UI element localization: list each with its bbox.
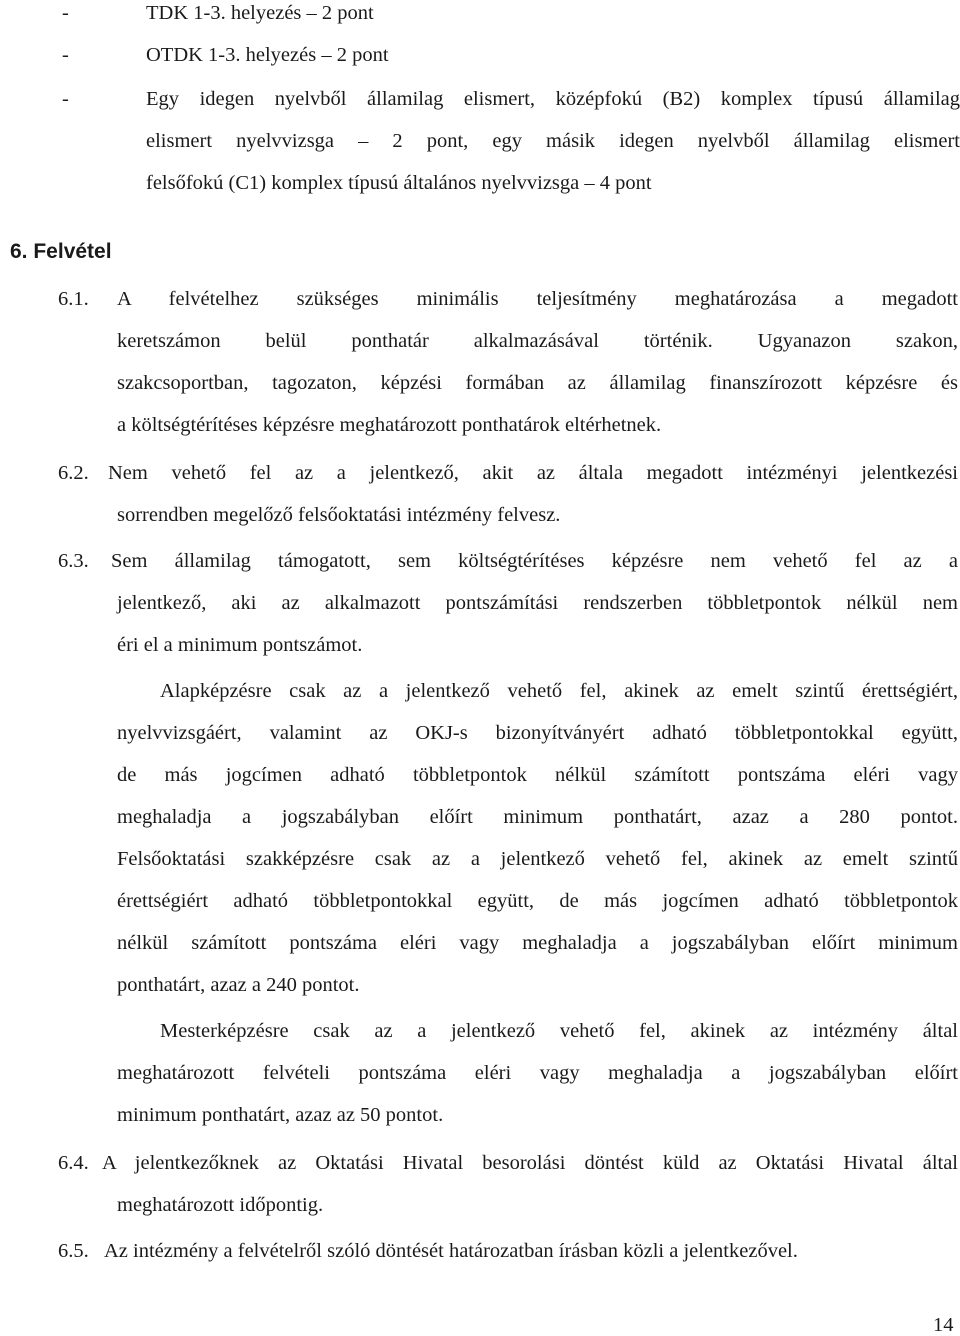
paragraph-6-2-line-1: Nem vehető fel az a jelentkező, akit az általa megadott intézményi jelentkezési (108, 462, 958, 484)
paragraph-6-5-line-1: Az intézmény a felvételről szóló döntését határozatban írásban közli a jelentkezővel. (104, 1240, 798, 1262)
list-item-tdk: TDK 1-3. helyezés – 2 pont (146, 2, 374, 24)
paragraph-number-6-4: 6.4. (58, 1152, 89, 1174)
paragraph-number-6-2: 6.2. (58, 462, 89, 484)
list-item-language-line-2: elismert nyelvvizsga – 2 pont, egy másik idegen nyelvből államilag elismert (146, 130, 960, 152)
paragraph-6-4-line-1: A jelentkezőknek az Oktatási Hivatal besorolási döntést küld az Oktatási Hivatal által (102, 1152, 958, 1174)
paragraph-alap-line-7: nélkül számított pontszáma eléri vagy meghaladja a jogszabályban előírt minimum (117, 932, 958, 954)
paragraph-6-1-line-3: szakcsoportban, tagozaton, képzési formában az államilag finanszírozott képzésre és (117, 372, 958, 394)
list-bullet-1: - (62, 2, 69, 24)
paragraph-alap-line-4: meghaladja a jogszabályban előírt minimum ponthatárt, azaz a 280 pontot. (117, 806, 958, 828)
paragraph-alap-line-3: de más jogcímen adható többletpontok nélkül számított pontszáma eléri vagy (117, 764, 958, 786)
paragraph-alap-line-5: Felsőoktatási szakképzésre csak az a jelentkező vehető fel, akinek az emelt szintű (117, 848, 958, 870)
paragraph-6-4-line-2: meghatározott időpontig. (117, 1194, 324, 1216)
paragraph-6-3-line-2: jelentkező, aki az alkalmazott pontszámítási rendszerben többletpontok nélkül nem (117, 592, 958, 614)
list-item-language-line-3: felsőfokú (C1) komplex típusú általános nyelvvizsga – 4 pont (146, 172, 652, 194)
paragraph-alap-line-6: érettségiért adható többletpontokkal együtt, de más jogcímen adható többletpontok (117, 890, 958, 912)
paragraph-number-6-1: 6.1. (58, 288, 89, 310)
paragraph-alap-line-2: nyelvvizsgáért, valamint az OKJ-s bizonyítványért adható többletpontokkal együtt, (117, 722, 958, 744)
paragraph-6-2-line-2: sorrendben megelőző felsőoktatási intézmény felvesz. (117, 504, 561, 526)
paragraph-alap-line-8: ponthatárt, azaz a 240 pontot. (117, 974, 360, 996)
paragraph-6-1-line-1: A felvételhez szükséges minimális teljesítmény meghatározása a megadott (117, 288, 958, 310)
paragraph-6-3-line-1: Sem államilag támogatott, sem költségtérítéses képzésre nem vehető fel az a (111, 550, 958, 572)
paragraph-number-6-5: 6.5. (58, 1240, 89, 1262)
list-bullet-2: - (62, 44, 69, 66)
paragraph-number-6-3: 6.3. (58, 550, 89, 572)
list-item-language-line-1: Egy idegen nyelvből államilag elismert, középfokú (B2) komplex típusú államilag (146, 88, 960, 110)
page-number: 14 (933, 1314, 954, 1336)
paragraph-6-1-line-2: keretszámon belül ponthatár alkalmazásával történik. Ugyanazon szakon, (117, 330, 958, 352)
paragraph-6-3-line-3: éri el a minimum pontszámot. (117, 634, 363, 656)
paragraph-6-1-line-4: a költségtérítéses képzésre meghatározott ponthatárok eltérhetnek. (117, 414, 662, 436)
section-heading: 6. Felvétel (10, 240, 112, 263)
paragraph-mester-line-3: minimum ponthatárt, azaz az 50 pontot. (117, 1104, 444, 1126)
paragraph-mester-line-2: meghatározott felvételi pontszáma eléri vagy meghaladja a jogszabályban előírt (117, 1062, 958, 1084)
paragraph-alap-line-1: Alapképzésre csak az a jelentkező vehető fel, akinek az emelt szintű érettségiért, (160, 680, 958, 702)
list-bullet-3: - (62, 88, 69, 110)
paragraph-mester-line-1: Mesterképzésre csak az a jelentkező vehető fel, akinek az intézmény által (160, 1020, 958, 1042)
list-item-otdk: OTDK 1-3. helyezés – 2 pont (146, 44, 389, 66)
